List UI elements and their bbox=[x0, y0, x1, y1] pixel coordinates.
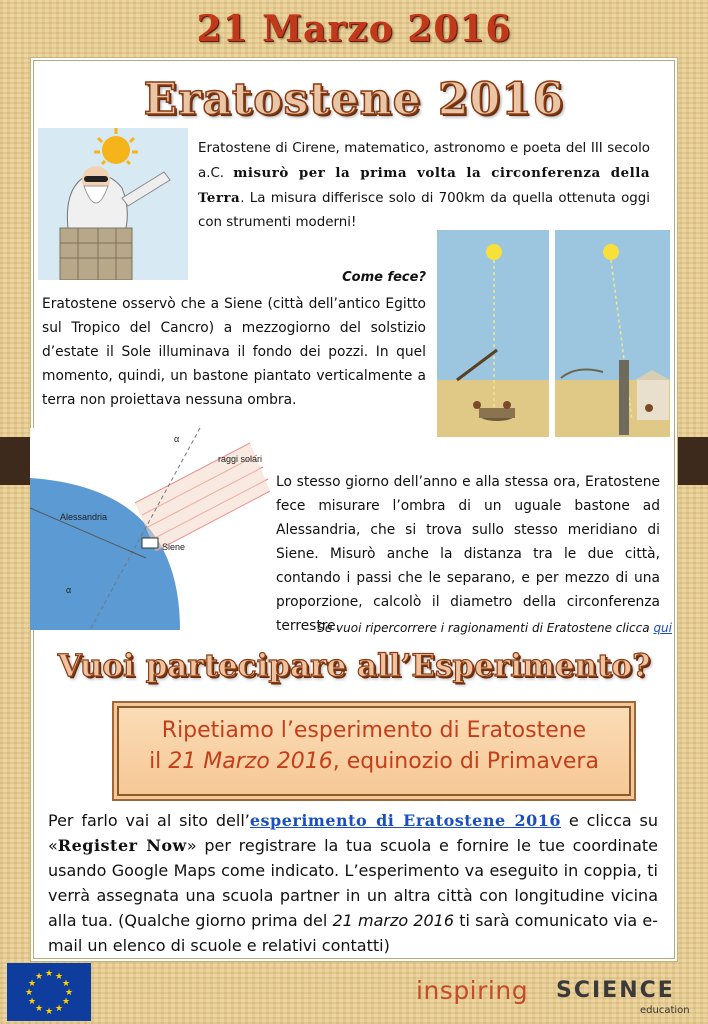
banner-line-2: il 21 Marzo 2016, equinozio di Primavera bbox=[149, 749, 599, 774]
svg-text:★: ★ bbox=[34, 972, 44, 982]
svg-text:★: ★ bbox=[54, 1004, 64, 1014]
register-now-text: Register Now bbox=[57, 836, 187, 855]
svg-text:★: ★ bbox=[64, 988, 74, 998]
svg-text:★: ★ bbox=[27, 997, 37, 1007]
banner-line-1: Ripetiamo l’esperimento di Eratostene bbox=[161, 718, 587, 743]
alpha-angle-top: α bbox=[174, 434, 180, 444]
clicca-line: Se vuoi ripercorrere i ragionamenti di Eratostene clicca qui bbox=[317, 621, 672, 635]
raggi-label: raggi solari bbox=[218, 454, 263, 464]
svg-text:★: ★ bbox=[54, 972, 64, 982]
svg-text:★: ★ bbox=[27, 979, 37, 989]
svg-text:★: ★ bbox=[24, 988, 34, 998]
siene-paragraph: Eratostene osservò che a Siene (città dell’antico Egitto sul Tropico del Cancro) a mezzogiorno del solstizio d’estate il Sole illuminava il fondo dei pozzi. In quel momento, quindi, un bastone piantato verticalmente a terra non proiettava nessuna ombra. bbox=[42, 296, 426, 408]
eratostene-cartoon-image bbox=[38, 128, 188, 280]
registration-paragraph: Per farlo vai al sito dell’esperimento di Eratostene 2016 e clicca su «Register Now» per registrare la tua scuola e fornire le tue coordinate usando Google Maps come indicato. L’esperimento va eseguito in coppia, ti verrà assegnata una scuola partner in un altra città con longitudine vicina alla tua. (Qualche giorno prima del 21 marzo 2016 ti sarà comunicato via e-mail un elenco di scuole e relativi contatti) bbox=[48, 811, 659, 955]
siene-alessandria-image bbox=[437, 230, 670, 437]
earth-rays-diagram bbox=[30, 428, 270, 630]
svg-text:★: ★ bbox=[61, 979, 71, 989]
esperimento-link[interactable]: esperimento di Eratostene 2016 bbox=[249, 811, 562, 830]
alpha-angle-bottom: α bbox=[66, 585, 72, 595]
banner-date: 21 Marzo 2016 bbox=[168, 749, 333, 774]
inspiring-science-logo bbox=[416, 970, 690, 1016]
alessandria-paragraph: Lo stesso giorno dell’anno e alla stessa ora, Eratostene fece misurare l’ombra di un uguale bastone ad Alessandria, che si trova sullo stesso meridiano di Siene. Misurò anche la distanza tra le due città, contando i passi che le separano, e per mezzo di una proporzione, calcolò il diametro della circonferenza terrestre. bbox=[276, 474, 660, 634]
alessandria-label: Alessandria bbox=[60, 512, 108, 522]
siene-label: Siene bbox=[162, 542, 186, 552]
date-italic: 21 marzo 2016 bbox=[332, 911, 455, 930]
intro-paragraph: Eratostene di Cirene, matematico, astronomo e poeta del III secolo a.C. misurò per la prima volta la circonferenza della Terra. La misura differisce solo di 700km da quella ottenuta oggi con strumenti moderni! bbox=[198, 141, 651, 230]
come-fece-heading: Come fece? bbox=[342, 270, 426, 285]
brand-word-1: inspiring bbox=[416, 976, 529, 1005]
brand-word-2: SCIENCE bbox=[556, 978, 675, 1003]
svg-text:★: ★ bbox=[61, 997, 71, 1007]
intro-bold: misurò per la prima volta la circonferenza della Terra bbox=[198, 165, 651, 206]
experiment-banner bbox=[117, 706, 631, 796]
eu-flag-icon bbox=[7, 963, 91, 1021]
main-title: Eratostene 2016 bbox=[143, 74, 565, 125]
svg-text:★: ★ bbox=[44, 1007, 54, 1017]
svg-text:★: ★ bbox=[34, 1004, 44, 1014]
brand-word-3: education bbox=[640, 1005, 690, 1016]
date-title: 21 Marzo 2016 bbox=[196, 8, 512, 50]
vuoi-partecipare-heading: Vuoi partecipare all’Esperimento? bbox=[57, 648, 651, 684]
svg-text:★: ★ bbox=[44, 969, 54, 979]
qui-link[interactable]: qui bbox=[653, 621, 672, 635]
